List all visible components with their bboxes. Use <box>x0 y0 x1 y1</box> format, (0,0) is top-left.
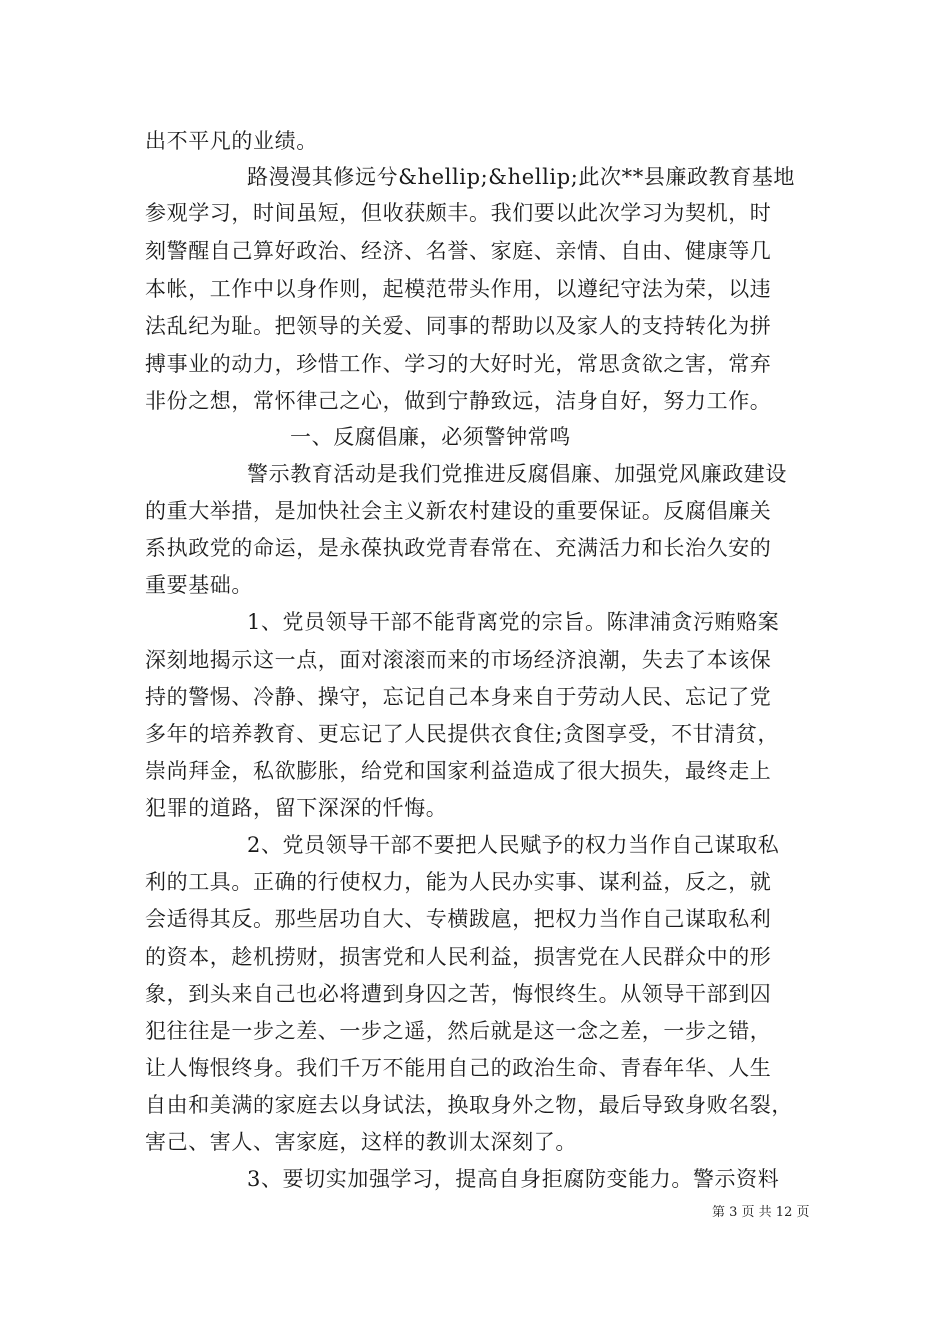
text-line: 法乱纪为耻。把领导的关爱、同事的帮助以及家人的支持转化为拼 <box>145 314 772 338</box>
text-line: 参观学习，时间虽短，但收获颇丰。我们要以此次学习为契机，时 <box>145 201 772 225</box>
text-line: 让人悔恨终身。我们千万不能用自己的政治生命、青春年华、人生 <box>145 1056 772 1080</box>
text-line: 害己、害人、害家庭，这样的教训太深刻了。 <box>145 1130 577 1154</box>
text-line: 搏事业的动力，珍惜工作、学习的大好时光，常思贪欲之害，常弃 <box>145 352 772 376</box>
text-line: 自由和美满的家庭去以身试法，换取身外之物，最后导致身败名裂， <box>145 1093 793 1117</box>
text-line: 系执政党的命运，是永葆执政党青春常在、充满活力和长治久安的 <box>145 536 772 560</box>
text-line: 象，到头来自己也必将遭到身囚之苦，悔恨终生。从领导干部到囚 <box>145 982 772 1006</box>
page-number-footer: 第 3 页 共 12 页 <box>712 1205 810 1220</box>
text-line: 非份之想，常怀律己之心，做到宁静致远，洁身自好，努力工作。 <box>145 389 772 413</box>
text-line: 重要基础。 <box>145 573 253 597</box>
text-line: 本帐，工作中以身作则，起模范带头作用，以遵纪守法为荣，以违 <box>145 277 772 301</box>
text-line: 犯往往是一步之差、一步之遥，然后就是这一念之差，一步之错， <box>145 1019 772 1043</box>
text-line: 持的警惕、冷静、操守，忘记自己本身来自于劳动人民、忘记了党 <box>145 685 772 709</box>
text-line: 刻警醒自己算好政治、经济、名誉、家庭、亲情、自由、健康等几 <box>145 239 772 263</box>
paragraph-start-line: 警示教育活动是我们党推进反腐倡廉、加强党风廉政建设 <box>247 462 787 486</box>
text-line: 的重大举措，是加快社会主义新农村建设的重要保证。反腐倡廉关 <box>145 499 772 523</box>
text-line: 利的工具。正确的行使权力，能为人民办实事、谋利益，反之，就 <box>145 870 772 894</box>
text-line: 深刻地揭示这一点，面对滚滚而来的市场经济浪潮，失去了本该保 <box>145 648 772 672</box>
text-line: 出不平凡的业绩。 <box>145 129 318 153</box>
text-line: 多年的培养教育、更忘记了人民提供衣食住;贪图享受，不甘清贫， <box>145 722 780 746</box>
section-heading: 一、反腐倡廉，必须警钟常鸣 <box>290 425 571 449</box>
text-line: 会适得其反。那些居功自大、专横跋扈，把权力当作自己谋取私利 <box>145 907 772 931</box>
text-line: 犯罪的道路，留下深深的忏悔。 <box>145 796 448 820</box>
paragraph-start-line: 路漫漫其修远兮&hellip;&hellip;此次**县廉政教育基地 <box>247 165 796 189</box>
paragraph-start-line: 2、党员领导干部不要把人民赋予的权力当作自己谋取私 <box>247 833 780 857</box>
paragraph-start-line: 3、要切实加强学习，提高自身拒腐防变能力。警示资料 <box>247 1167 780 1191</box>
text-line: 崇尚拜金，私欲膨胀，给党和国家利益造成了很大损失，最终走上 <box>145 759 772 783</box>
paragraph-start-line: 1、党员领导干部不能背离党的宗旨。陈津浦贪污贿赂案 <box>247 610 780 634</box>
text-line: 的资本，趁机捞财，损害党和人民利益，损害党在人民群众中的形 <box>145 945 772 969</box>
